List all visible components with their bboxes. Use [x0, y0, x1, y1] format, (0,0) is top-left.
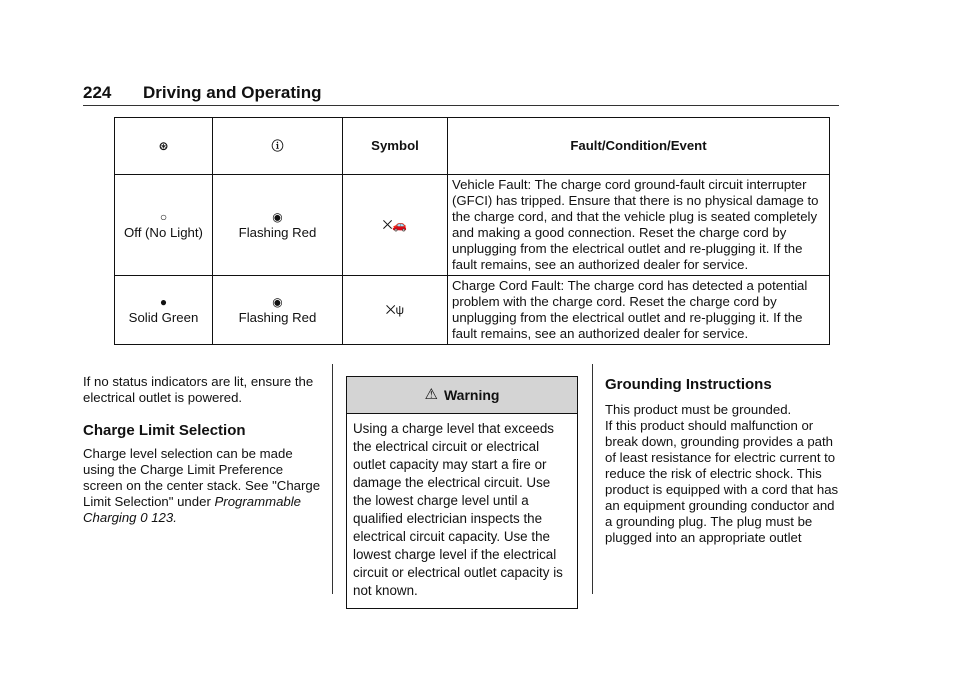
column-divider [332, 364, 333, 594]
charge-limit-paragraph [83, 446, 323, 526]
page-header [83, 83, 839, 106]
flashing-light-icon: ◉ [272, 295, 283, 309]
header-fault-indicator [213, 118, 343, 175]
middle-column [346, 376, 578, 609]
column-divider [592, 364, 593, 594]
fault-indicator-icon: ⓘ [271, 139, 284, 153]
symbol-cell [343, 276, 448, 345]
page-number: 224 [83, 83, 112, 102]
symbol-cell [343, 175, 448, 276]
cord-fault-icon: ⨉ψ [385, 303, 405, 317]
cross-reference-page: 0 123. [140, 510, 177, 525]
header-fault-condition: Fault/Condition/Event [448, 118, 830, 175]
left-column [83, 374, 323, 526]
warning-icon: ⚠ [424, 386, 438, 403]
warning-box [346, 376, 578, 609]
section-title: Driving and Operating [143, 83, 322, 102]
solid-light-icon: ● [159, 295, 168, 309]
warning-title: Warning [443, 387, 500, 403]
vehicle-fault-icon: ⨉🚗 [382, 218, 408, 232]
charge-status-label: Solid Green [128, 310, 199, 325]
charge-status-label: Off (No Light) [124, 225, 203, 240]
table-header-row [115, 118, 830, 175]
charge-status-cell [115, 175, 213, 276]
header-charge-indicator [115, 118, 213, 175]
light-off-icon: ○ [159, 210, 168, 224]
cross-reference-link[interactable]: Programmable Charging [83, 494, 302, 525]
intro-paragraph: If no status indicators are lit, ensure the electrical outlet is powered. [83, 374, 314, 405]
grounding-line1: This product must be grounded. [605, 402, 792, 417]
fault-status-label: Flashing Red [238, 310, 317, 325]
charge-limit-text: Charge level selection can be made using the Charge Limit Preference screen on the center stack. See "Charge Limit Selection" under [83, 446, 321, 509]
right-column [605, 376, 841, 546]
fault-status-label: Flashing Red [238, 225, 317, 240]
plug-indicator-icon: ⊛ [158, 139, 169, 153]
fault-table [114, 117, 830, 345]
warning-text: Using a charge level that exceeds the electrical circuit or electrical outlet capacity may start a fire or damage the electrical circuit. Use the lowest charge level until a qualified electrician inspects the electrical circuit capacity. Use the lowest charge level if the electrical circuit or electrical outlet capacity is not known. [353, 421, 563, 598]
table-row [115, 276, 830, 345]
header-symbol: Symbol [343, 118, 448, 175]
charge-status-cell [115, 276, 213, 345]
fault-status-cell [213, 276, 343, 345]
table-row [115, 175, 830, 276]
flashing-light-icon: ◉ [272, 210, 283, 224]
grounding-paragraph: If this product should malfunction or break down, grounding provides a path of least resistance for electric current to reduce the risk of electric shock. This product is equipped with a cord that has an equipment grounding conductor and a grounding plug. The plug must be plugged into an appropriate outlet [605, 418, 839, 545]
charge-limit-heading: Charge Limit Selection [83, 422, 246, 439]
grounding-heading: Grounding Instructions [605, 376, 772, 393]
warning-header [347, 377, 577, 414]
fault-status-cell [213, 175, 343, 276]
fault-description: Charge Cord Fault: The charge cord has detected a potential problem with the charge cord. Reset the charge cord by unplugging from the electrical outlet and re-plugging it. If the fault remains, see an authorized dealer for service. [448, 276, 830, 345]
fault-description: Vehicle Fault: The charge cord ground-fault circuit interrupter (GFCI) has tripped. Ensure that there is no physical damage to the charge cord, and that the vehicle plug is seated completely and making a good connection. Reset the charge cord by unplugging from the electrical outlet and re-plugging it. If the fault remains, see an authorized dealer for service. [448, 175, 830, 276]
